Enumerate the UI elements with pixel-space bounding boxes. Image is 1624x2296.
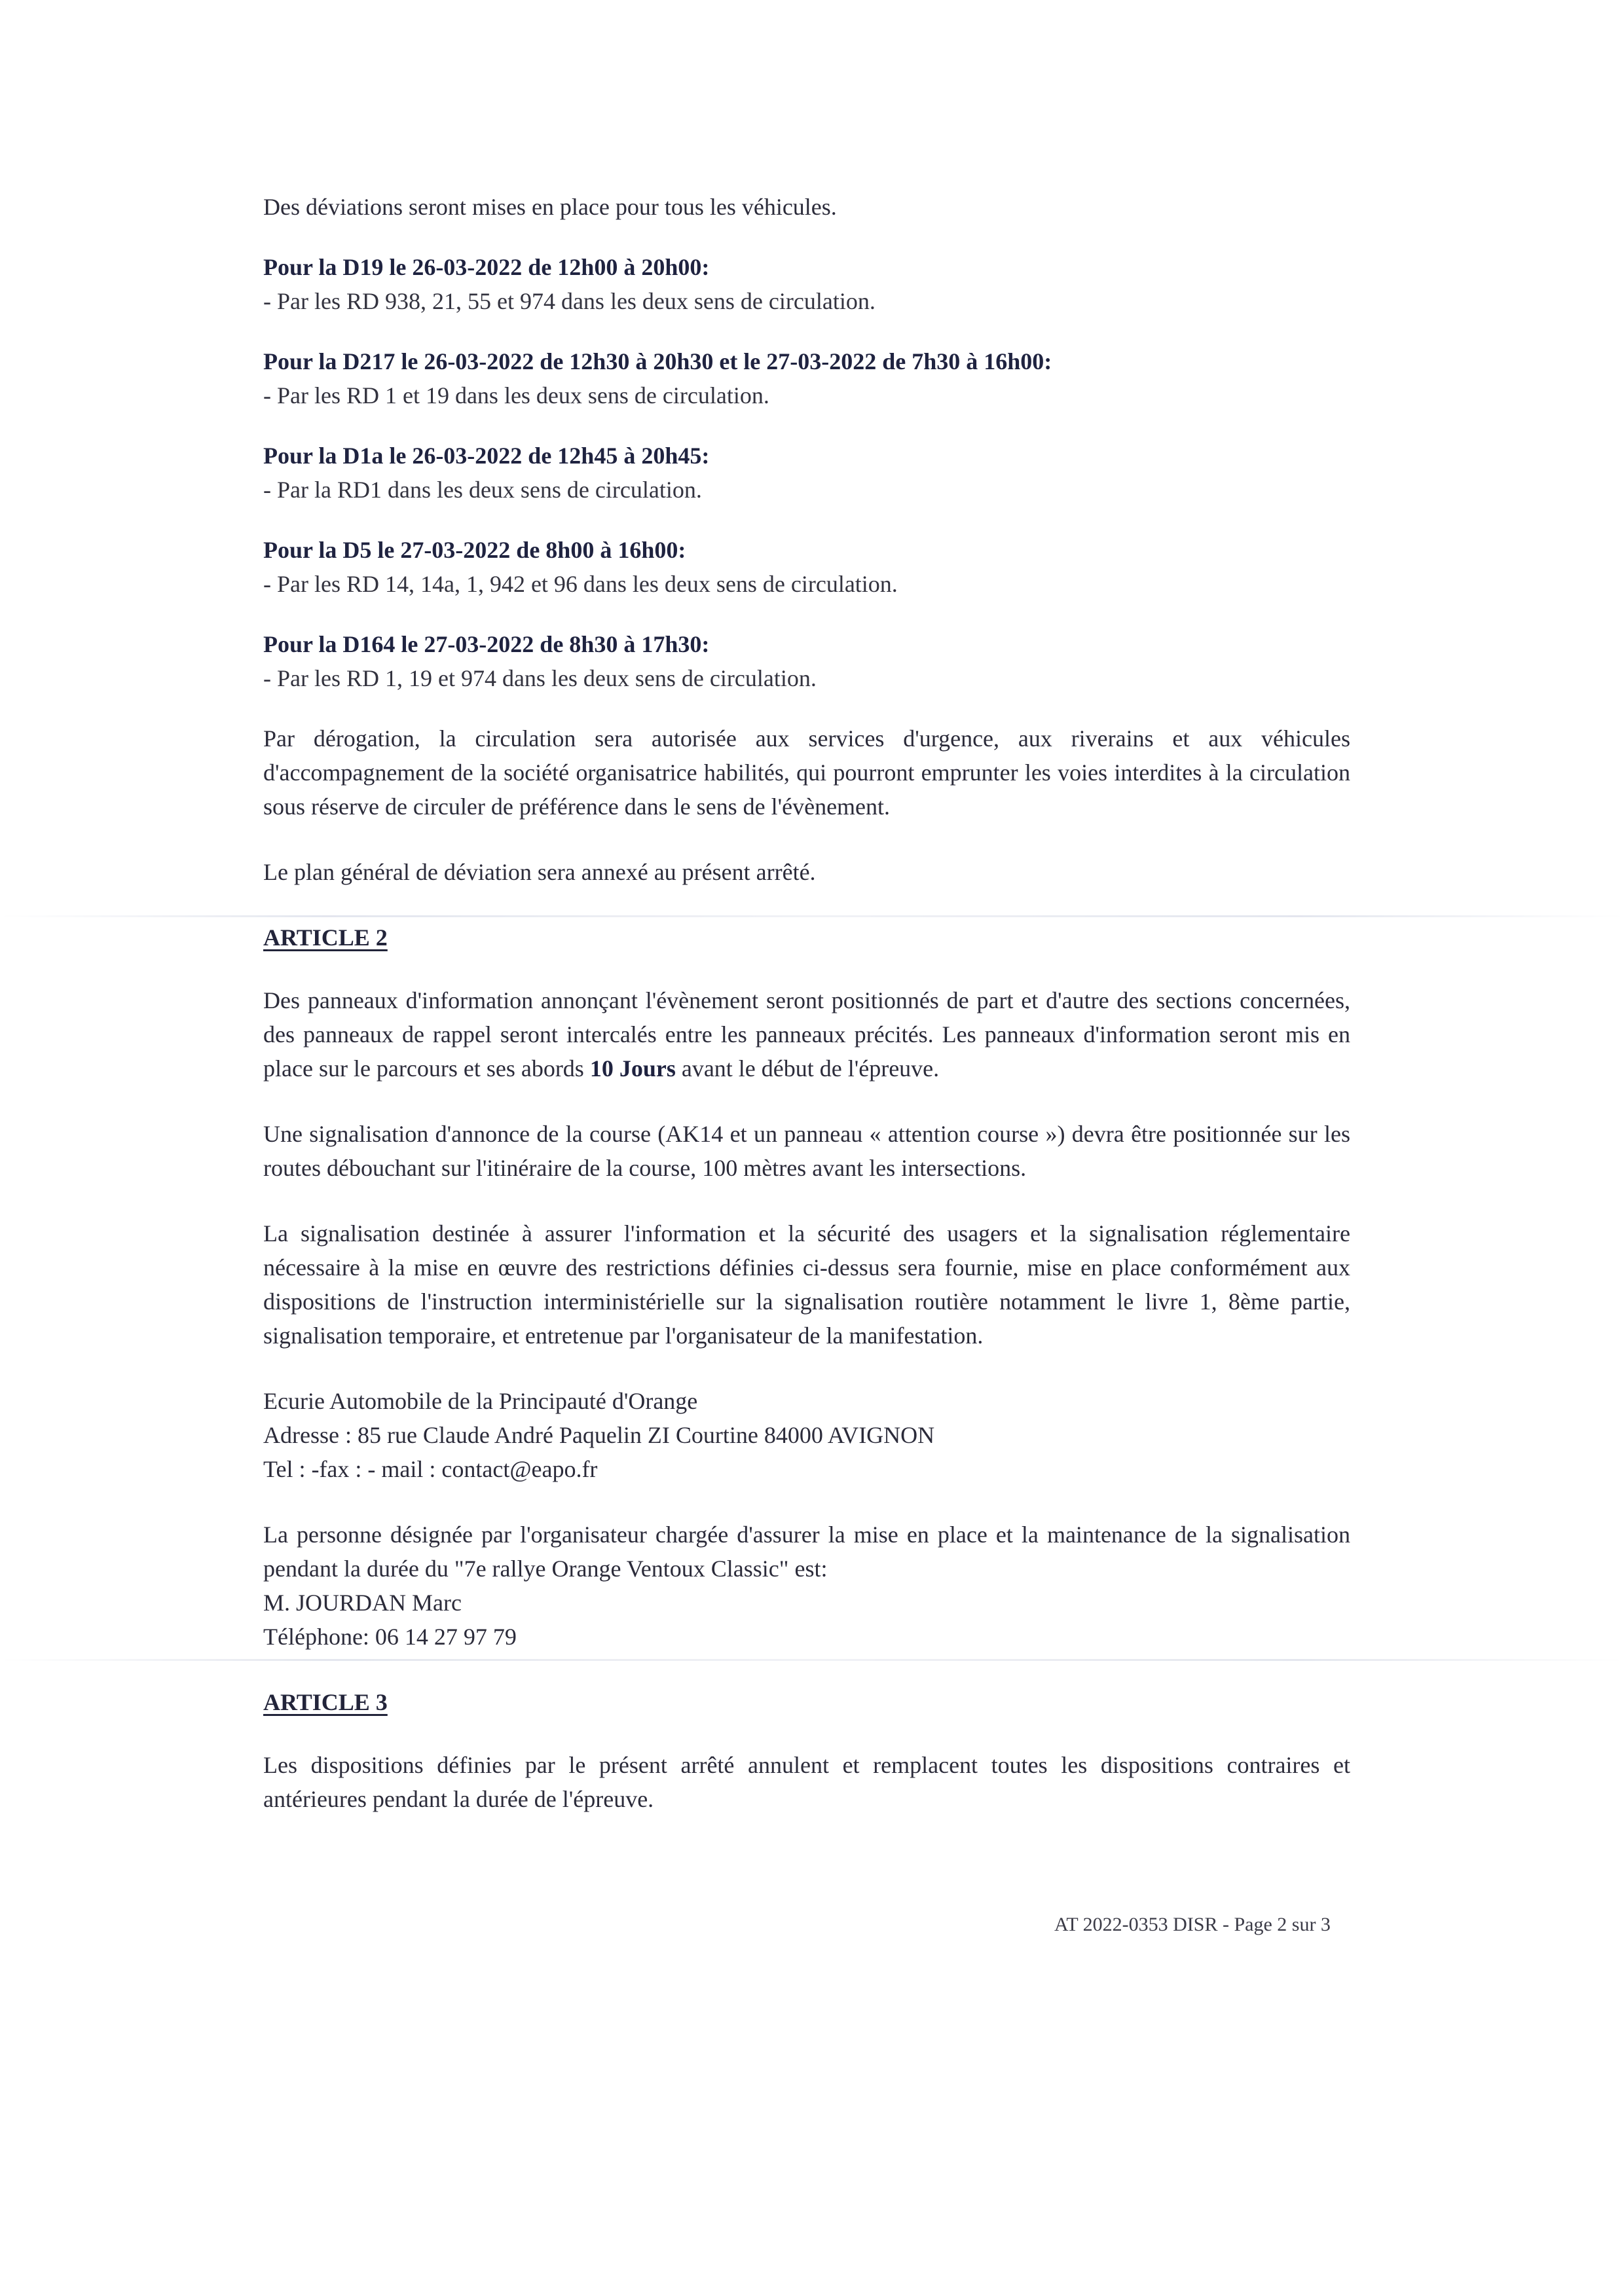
article-2-p1-bold: 10 Jours (589, 1055, 676, 1082)
deviation-route: - Par les RD 1, 19 et 974 dans les deux sens de circulation. (263, 665, 817, 691)
article-2-p1-text: Des panneaux d'information annonçant l'évènement seront positionnés de part et d'autre des sections concernées, des panneaux de rappel seront intercalés entre les panneaux précités. Les panneaux d'information seront mis en place sur le parcours et ses abords (263, 987, 1350, 1082)
document-body (263, 190, 1350, 1848)
deviation-route: - Par les RD 1 et 19 dans les deux sens de circulation. (263, 382, 769, 409)
article-2-paragraph-3: La signalisation destinée à assurer l'information et la sécurité des usagers et la signalisation réglementaire nécessaire à la mise en œuvre des restrictions définies ci-dessus sera fournie, mise en place conformément aux dispositions de l'instruction interministérielle sur la signalisation routière notamment le livre 1, 8ème partie, signalisation temporaire, et entretenue par l'organisateur de la manifestation. (263, 1220, 1350, 1349)
deviation-block (263, 344, 1350, 412)
organizer-contact-block (263, 1384, 1350, 1486)
deviation-route: - Par les RD 938, 21, 55 et 974 dans les deux sens de circulation. (263, 288, 876, 314)
responsible-person-name: M. JOURDAN Marc (263, 1590, 462, 1616)
responsible-person-block (263, 1518, 1350, 1654)
deviation-heading: Pour la D164 le 27-03-2022 de 8h30 à 17h30: (263, 631, 710, 657)
responsible-person-intro: La personne désignée par l'organisateur chargée d'assurer la mise en place et la maintenance de la signalisation pendant la durée du "7e rallye Orange Ventoux Classic" est: (263, 1522, 1350, 1582)
page-footer: AT 2022-0353 DISR - Page 2 sur 3 (1054, 1914, 1331, 1935)
plan-general-text: Le plan général de déviation sera annexé au présent arrêté. (263, 859, 816, 885)
responsible-person-phone: Téléphone: 06 14 27 97 79 (263, 1624, 517, 1650)
deviation-heading: Pour la D19 le 26-03-2022 de 12h00 à 20h00: (263, 254, 710, 280)
deviation-block (263, 627, 1350, 695)
organizer-name: Ecurie Automobile de la Principauté d'Orange (263, 1388, 698, 1414)
organizer-address: Adresse : 85 rue Claude André Paquelin ZI Courtine 84000 AVIGNON (263, 1422, 935, 1448)
deviation-route: - Par les RD 14, 14a, 1, 942 et 96 dans les deux sens de circulation. (263, 571, 898, 597)
deviation-heading: Pour la D1a le 26-03-2022 de 12h45 à 20h45: (263, 443, 710, 469)
deviation-heading: Pour la D5 le 27-03-2022 de 8h00 à 16h00: (263, 537, 686, 563)
deviation-block (263, 533, 1350, 601)
article-2-paragraph-2: Une signalisation d'annonce de la course (AK14 et un panneau « attention course ») devra être positionnée sur les routes débouchant sur l'itinéraire de la course, 100 mètres avant les intersections. (263, 1121, 1350, 1181)
derogation-paragraph: Par dérogation, la circulation sera autorisée aux services d'urgence, aux riverains et aux véhicules d'accompagnement de la société organisatrice habilités, qui pourront emprunter les voies interdites à la circulation sous réserve de circuler de préférence dans le sens de l'évènement. (263, 725, 1350, 820)
article-2-paragraph-1 (263, 983, 1350, 1085)
article-2-title: ARTICLE 2 (263, 924, 388, 951)
article-3-paragraph: Les dispositions définies par le présent arrêté annulent et remplacent toutes les dispositions contraires et antérieures pendant la durée de l'épreuve. (263, 1752, 1350, 1812)
article-3-title: ARTICLE 3 (263, 1689, 388, 1715)
deviation-route: - Par la RD1 dans les deux sens de circulation. (263, 477, 702, 503)
deviation-block (263, 250, 1350, 318)
intro-text: Des déviations seront mises en place pour tous les véhicules. (263, 194, 837, 220)
article-2-p1-end: avant le début de l'épreuve. (675, 1055, 940, 1082)
deviation-heading: Pour la D217 le 26-03-2022 de 12h30 à 20h30 et le 27-03-2022 de 7h30 à 16h00: (263, 348, 1052, 374)
organizer-contact: Tel : -fax : - mail : contact@eapo.fr (263, 1456, 598, 1482)
deviation-block (263, 439, 1350, 507)
